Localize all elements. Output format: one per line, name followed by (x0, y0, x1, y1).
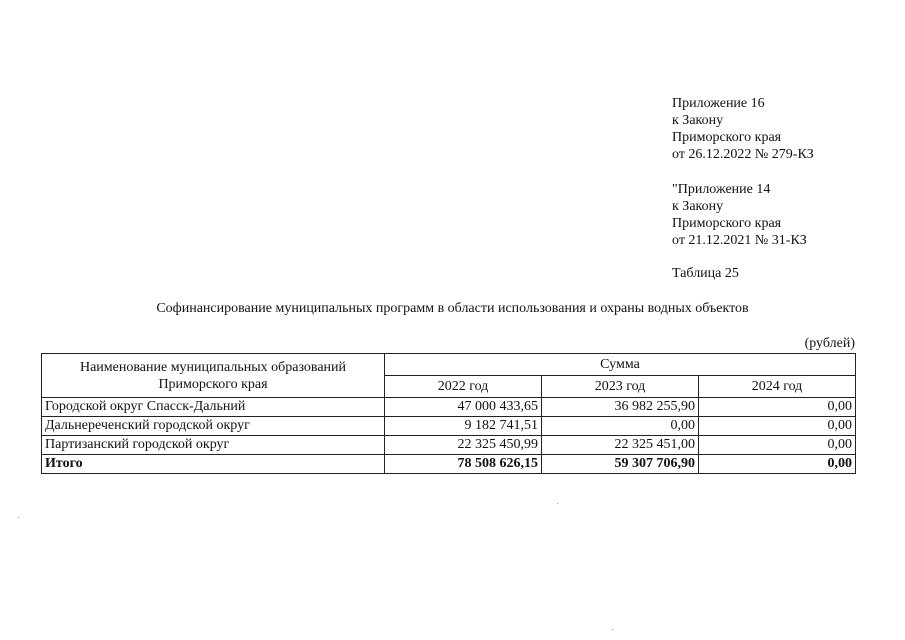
appendix-current-line1: Приложение 16 (672, 96, 765, 111)
row-value-2024: 0,00 (699, 436, 856, 455)
appendix-original-line1: "Приложение 14 (672, 182, 771, 197)
appendix-original-line3: Приморского края (672, 216, 782, 231)
table-row (42, 398, 856, 417)
table-row (42, 436, 856, 455)
header-year-2023: 2023 год (542, 376, 699, 398)
header-year-2024: 2024 год (699, 376, 856, 398)
row-value-2023: 22 325 451,00 (542, 436, 699, 455)
row-value-2024: 0,00 (699, 398, 856, 417)
appendix-current-line4: от 26.12.2022 № 279-КЗ (672, 147, 814, 162)
total-label: Итого (42, 455, 385, 474)
appendix-current-line3: Приморского края (672, 130, 782, 145)
row-value-2023: 0,00 (542, 417, 699, 436)
total-value-2024: 0,00 (699, 455, 856, 474)
document-title: Софинансирование муниципальных программ в области использования и охраны водных объектов (156, 301, 749, 316)
header-sum: Сумма (385, 354, 856, 376)
table-number: Таблица 25 (672, 266, 739, 281)
scan-speck (612, 629, 613, 630)
appendix-original-line4: от 21.12.2021 № 31-КЗ (672, 233, 807, 248)
header-name: Наименование муниципальных образований Приморского края (42, 354, 385, 398)
total-value-2023: 59 307 706,90 (542, 455, 699, 474)
scan-speck (557, 503, 558, 504)
appendix-current-line2: к Закону (672, 113, 724, 128)
total-value-2022: 78 508 626,15 (385, 455, 542, 474)
row-value-2024: 0,00 (699, 417, 856, 436)
row-name: Городской округ Спасск-Дальний (42, 398, 385, 417)
total-row (42, 455, 856, 474)
scan-speck (18, 517, 19, 518)
row-value-2023: 36 982 255,90 (542, 398, 699, 417)
row-value-2022: 47 000 433,65 (385, 398, 542, 417)
appendix-original (672, 181, 807, 249)
units-label: (рублей) (804, 336, 855, 351)
header-year-2022: 2022 год (385, 376, 542, 398)
funding-table (41, 353, 856, 474)
table-row (42, 417, 856, 436)
row-value-2022: 9 182 741,51 (385, 417, 542, 436)
row-value-2022: 22 325 450,99 (385, 436, 542, 455)
appendix-original-line2: к Закону (672, 199, 724, 214)
row-name: Партизанский городской округ (42, 436, 385, 455)
row-name: Дальнереченский городской округ (42, 417, 385, 436)
appendix-current (672, 95, 814, 163)
